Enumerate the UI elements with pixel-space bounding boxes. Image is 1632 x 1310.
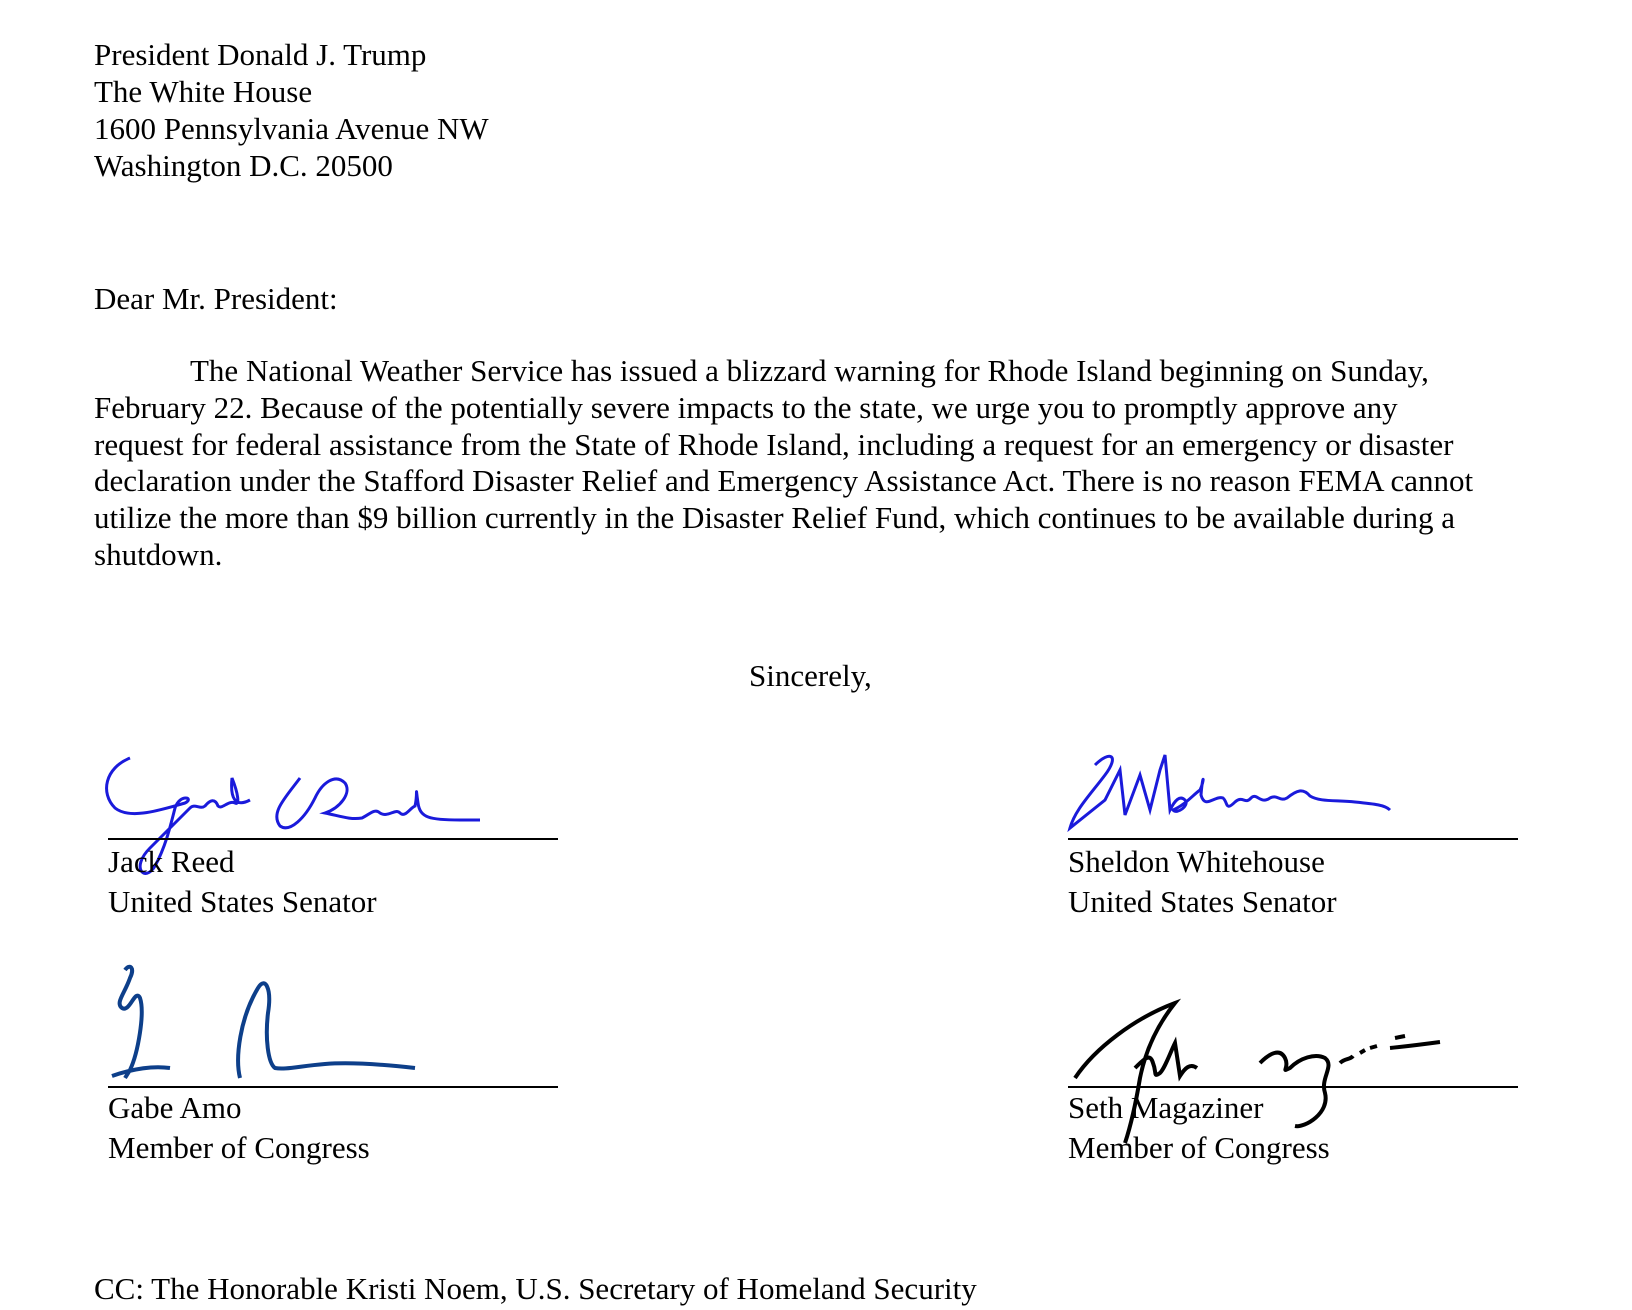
recipient-office: The White House xyxy=(94,74,313,109)
signature-sheldon-whitehouse xyxy=(1065,740,1455,840)
signatory-name: Seth Magaziner xyxy=(1068,1090,1264,1125)
body-line: February 22. Because of the potentially severe impacts to the state, we urge you to promptly approve any xyxy=(94,389,1398,425)
body-line: utilize the more than $9 billion currently in the Disaster Relief Fund, which continues to be available during a xyxy=(94,500,1456,536)
signatory-name: Jack Reed xyxy=(108,844,235,879)
recipient-street: 1600 Pennsylvania Avenue NW xyxy=(94,111,489,146)
signature-line xyxy=(1068,1086,1518,1088)
recipient-name: President Donald J. Trump xyxy=(94,37,427,72)
cc-line: CC: The Honorable Kristi Noem, U.S. Secretary of Homeland Security xyxy=(94,1271,977,1306)
signature-gabe-amo xyxy=(100,958,430,1088)
recipient-address xyxy=(94,36,489,184)
signatory-name: Gabe Amo xyxy=(108,1090,242,1125)
letter-body xyxy=(94,353,1554,574)
signatory-title: United States Senator xyxy=(108,884,377,919)
signature-line xyxy=(1068,838,1518,840)
signatory-title: United States Senator xyxy=(1068,884,1337,919)
body-line: The National Weather Service has issued a blizzard warning for Rhode Island beginning on Sunday, xyxy=(190,353,1429,388)
body-line: request for federal assistance from the State of Rhode Island, including a request for an emergency or disaster xyxy=(94,426,1454,462)
signature-line xyxy=(108,1086,558,1088)
signatory-title: Member of Congress xyxy=(108,1130,370,1165)
salutation: Dear Mr. President: xyxy=(94,281,338,316)
body-line: shutdown. xyxy=(94,536,223,572)
signature-line xyxy=(108,838,558,840)
signatory-title: Member of Congress xyxy=(1068,1130,1330,1165)
body-line: declaration under the Stafford Disaster Relief and Emergency Assistance Act. There is no reason FEMA cannot xyxy=(94,463,1474,499)
recipient-city: Washington D.C. 20500 xyxy=(94,148,393,183)
signatory-name: Sheldon Whitehouse xyxy=(1068,844,1325,879)
closing: Sincerely, xyxy=(749,658,872,693)
